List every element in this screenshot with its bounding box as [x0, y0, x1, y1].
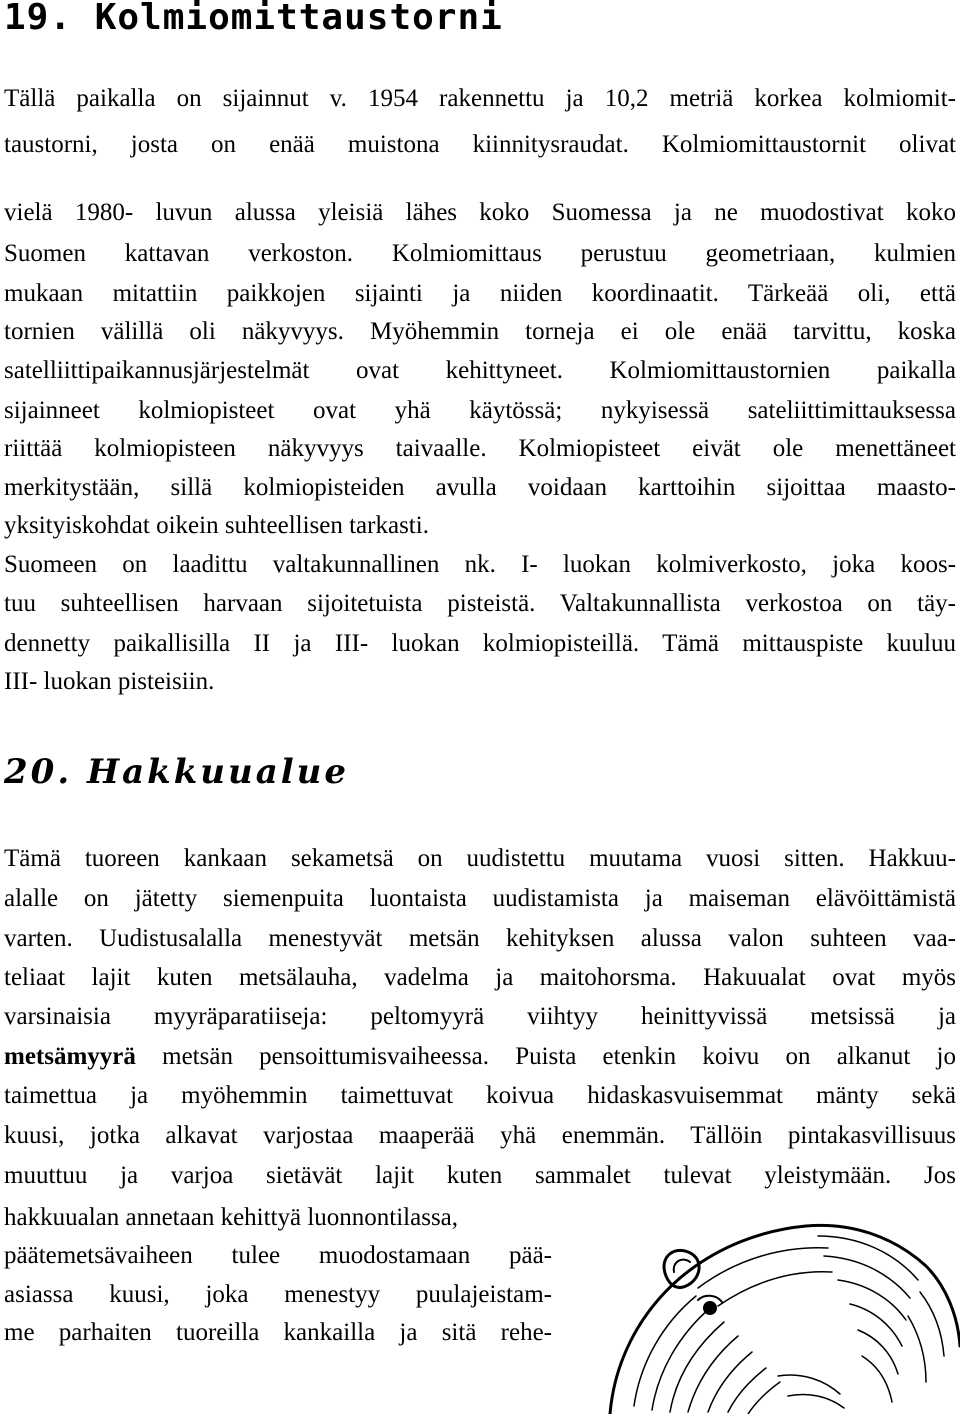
text-line: vielä 1980- luvun alussa yleisiä lähes koko Suomessa ja ne muodostivat koko — [4, 199, 956, 226]
section-19-title: 19. Kolmiomittaustorni — [4, 0, 503, 38]
text-line: Tämä tuoreen kankaan sekametsä on uudistettu muutama vuosi sitten. Hakkuu- — [4, 845, 956, 872]
text-line: dennetty paikallisilla II ja III- luokan kolmiopisteillä. Tämä mittauspiste kuuluu — [4, 630, 956, 657]
vole-illustration — [588, 1196, 960, 1414]
text-line: taimettua ja myöhemmin taimettuvat koivua hidaskasvuisemmat mänty sekä — [4, 1082, 956, 1109]
text-line: yksityiskohdat oikein suhteellisen tarkasti. — [4, 512, 429, 539]
text-line: tornien välillä oli näkyvyys. Myöhemmin torneja ei ole enää tarvittu, koska — [4, 318, 956, 345]
text-line: asiassa kuusi, joka menestyy puulajeistam- — [4, 1281, 552, 1308]
text-line: Tällä paikalla on sijainnut v. 1954 rakennettu ja 10,2 metriä korkea kolmiomit- — [4, 85, 956, 112]
text-line: me parhaiten tuoreilla kankailla ja sitä rehe- — [4, 1319, 552, 1346]
text-line: varten. Uudistusalalla menestyvät metsän kehityksen alussa valon suhteen vaa- — [4, 925, 956, 952]
text-line: muuttuu ja varjoa sietävät lajit kuten sammalet tulevat yleistymään. Jos — [4, 1162, 956, 1189]
text-line: satelliittipaikannusjärjestelmät ovat kehittyneet. Kolmiomittaustornien paikalla — [4, 357, 956, 384]
text-line: sijainneet kolmiopisteet ovat yhä käytössä; nykyisessä sateliittimittauksessa — [4, 397, 956, 424]
text-line: merkitystään, sillä kolmiopisteiden avulla voidaan karttoihin sijoittaa maasto- — [4, 474, 956, 501]
text-line: taustorni, josta on enää muistona kiinnitysraudat. Kolmiomittaustornit olivat — [4, 131, 956, 158]
text-line: päätemetsävaiheen tulee muodostamaan pää- — [4, 1242, 552, 1269]
text-line: III- luokan pisteisiin. — [4, 668, 215, 695]
text-line: tuu suhteellisen harvaan sijoitetuista pisteistä. Valtakunnallista verkostoa on täy- — [4, 590, 956, 617]
text-line: Suomeen on laadittu valtakunnallinen nk. I- luokan kolmiverkosto, joka koos- — [4, 551, 956, 578]
text-line: alalle on jätetty siemenpuita luontaista uudistamista ja maiseman elävöittämistä — [4, 885, 956, 912]
text-line: hakkuualan annetaan kehittyä luonnontilassa, — [4, 1204, 459, 1231]
text-line — [4, 1038, 956, 1076]
text-line: Suomen kattavan verkoston. Kolmiomittaus perustuu geometriaan, kulmien — [4, 240, 956, 267]
text-line: teliaat lajit kuten metsälauha, vadelma ja maitohorsma. Hakuualat ovat myös — [4, 964, 956, 991]
section-20-title: 20. Hakkuualue — [4, 752, 349, 792]
text-line: varsinaisia myyräparatiiseja: peltomyyrä viihtyy heinittyvissä metsissä ja — [4, 1003, 956, 1030]
text-line: mukaan mitattiin paikkojen sijainti ja niiden koordinaatit. Tärkeää oli, että — [4, 280, 956, 307]
text-run: metsän pensoittumisvaiheessa. Puista etenkin koivu on alkanut jo — [135, 1043, 956, 1070]
text-line: kuusi, jotka alkavat varjostaa maaperää yhä enemmän. Tällöin pintakasvillisuus — [4, 1122, 956, 1149]
bold-term: metsämyyrä — [4, 1043, 136, 1070]
text-line: riittää kolmiopisteen näkyvyys taivaalle. Kolmiopisteet eivät ole menettäneet — [4, 435, 956, 462]
